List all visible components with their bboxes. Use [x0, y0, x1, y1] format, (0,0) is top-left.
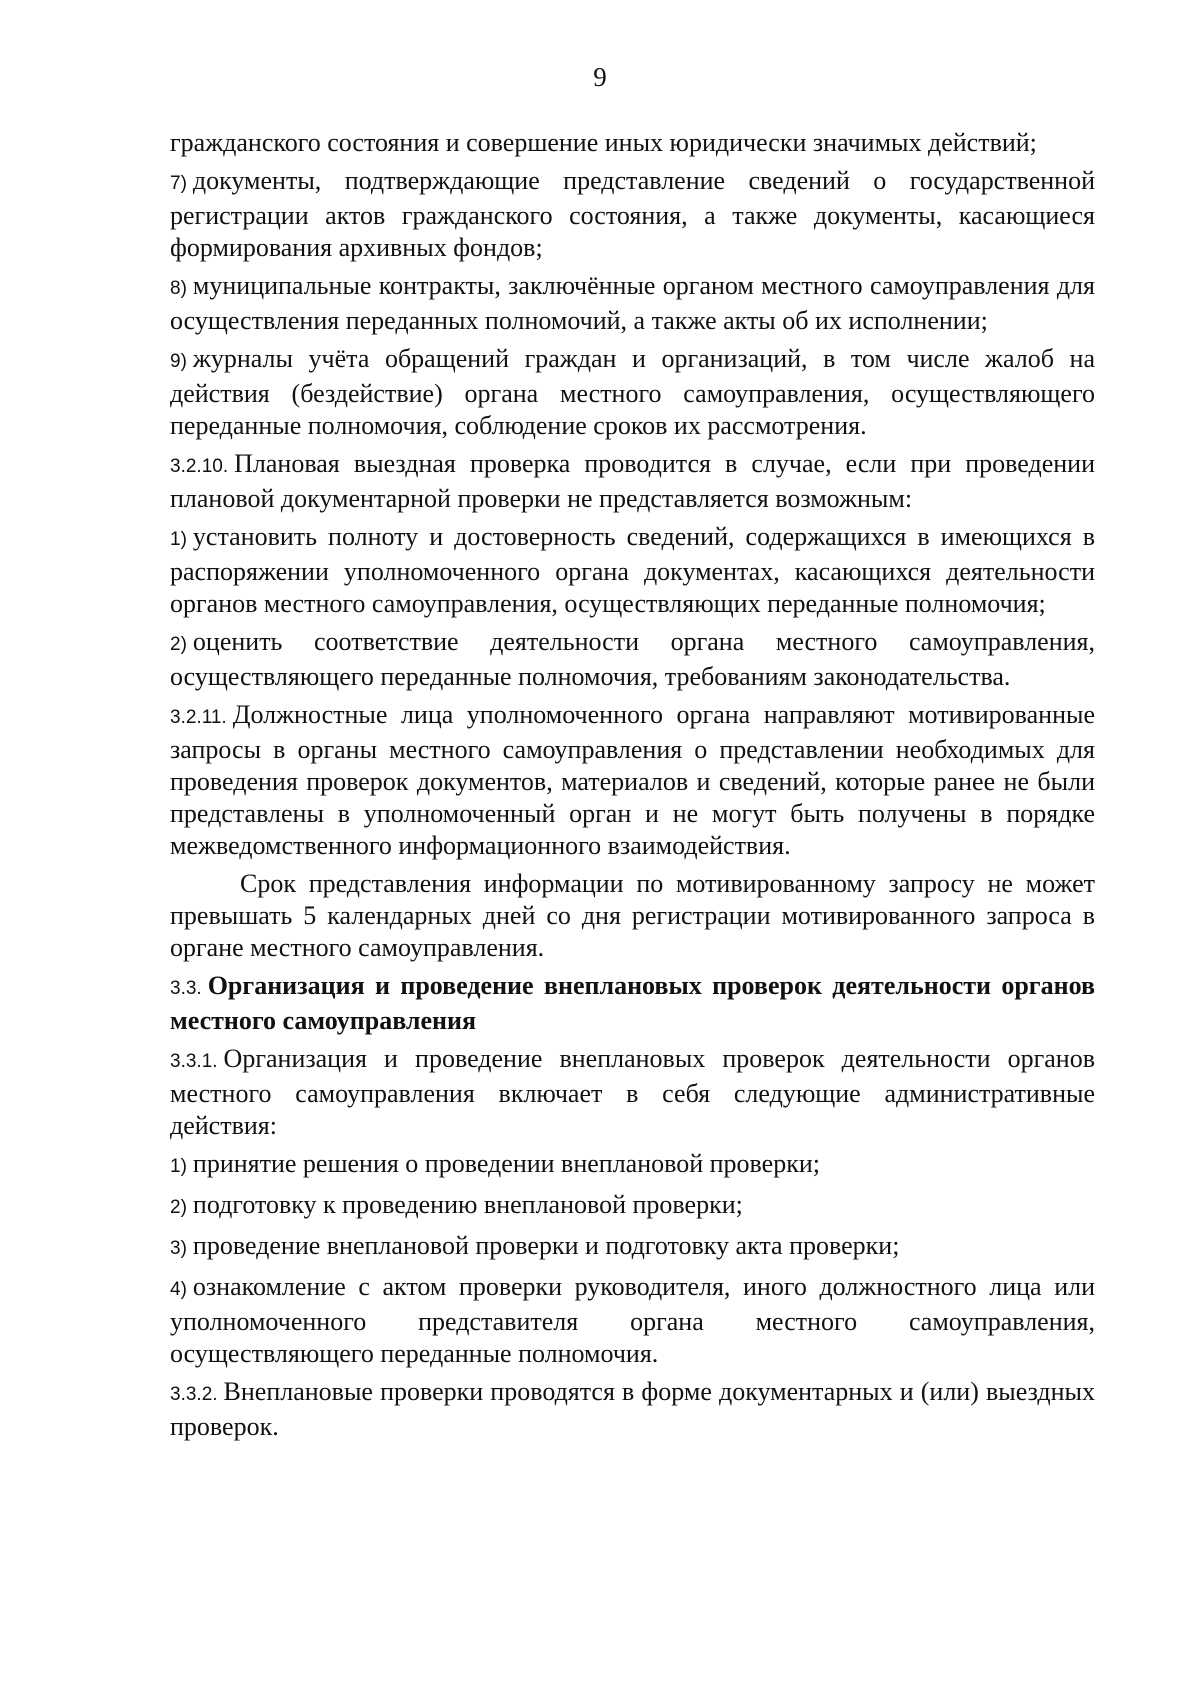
list-item-2: [170, 1189, 1095, 1224]
list-item-8: [170, 270, 1095, 337]
clause-number: 3.2.10.: [170, 456, 229, 477]
paragraph-text: подготовку к проведению внеплановой проверки;: [192, 1190, 743, 1219]
paragraph-text: Внеплановые проверки проводятся в форме документарных и (или) выездных проверок.: [170, 1377, 1095, 1441]
section-heading-3-3: [170, 970, 1095, 1037]
list-item-7: [170, 165, 1095, 264]
list-number: 4): [170, 1279, 187, 1300]
paragraph-text: Плановая выездная проверка проводится в случае, если при проведении плановой документарной проверки не представляется возможным:: [170, 449, 1095, 513]
document-body: [170, 127, 1095, 1449]
clause-number: 3.2.11.: [170, 707, 227, 728]
list-number: 1): [170, 1156, 187, 1177]
list-item-2: [170, 626, 1095, 693]
paragraph-text: Должностные лица уполномоченного органа направляют мотивированные запросы в органы местного самоуправления о представлении необходимых для проведения проверок документов, материалов и сведений, которые ранее не были представлены в уполномоченный орган и не могут быть получены в порядке межведомственного информационного взаимодействия.: [170, 700, 1095, 860]
paragraph-text: журналы учёта обращений граждан и организаций, в том числе жалоб на действия (бездействие) органа местного самоуправления, осуществляющего переданные полномочия, соблюдение сроков их рассмотрения.: [170, 344, 1095, 440]
clause-number: 3.3.2.: [170, 1384, 218, 1405]
list-item-9: [170, 343, 1095, 442]
paragraph-continuation: [170, 127, 1095, 159]
paragraph-text: установить полноту и достоверность сведений, содержащихся в имеющихся в распоряжении уполномоченного органа документах, касающихся деятельности органов местного самоуправления, осуществляющих переданные полномочия;: [170, 522, 1095, 618]
paragraph-text: документы, подтверждающие представление сведений о государственной регистрации актов гражданского состояния, а также документы, касающиеся формирования архивных фондов;: [170, 166, 1095, 262]
clause-number: 3.3.1.: [170, 1051, 218, 1072]
clause-3-2-10: [170, 448, 1095, 515]
section-heading-text: Организация и проведение внеплановых проверок деятельности органов местного самоуправления: [170, 971, 1095, 1035]
paragraph-text: Срок представления информации по мотивированному запросу не может превышать 5 календарных дней со дня регистрации мотивированного запроса в органе местного самоуправления.: [170, 869, 1095, 962]
paragraph-text: Организация и проведение внеплановых проверок деятельности органов местного самоуправления включает в себя следующие административные действия:: [170, 1044, 1095, 1140]
paragraph-text: муниципальные контракты, заключённые органом местного самоуправления для осуществления переданных полномочий, а также акты об их исполнении;: [170, 271, 1095, 335]
list-number: 7): [170, 173, 187, 194]
list-number: 2): [170, 634, 187, 655]
paragraph-text: оценить соответствие деятельности органа местного самоуправления, осуществляющего переданные полномочия, требованиям законодательства.: [170, 627, 1095, 691]
list-item-3: [170, 1230, 1095, 1265]
list-item-1: [170, 521, 1095, 620]
page-number: 9: [593, 62, 607, 92]
list-number: 2): [170, 1197, 187, 1218]
paragraph-text: принятие решения о проведении внеплановой проверки;: [192, 1149, 820, 1178]
section-number: 3.3.: [170, 978, 202, 999]
clause-3-3-1: [170, 1043, 1095, 1142]
list-number: 8): [170, 278, 187, 299]
clause-3-3-2: [170, 1376, 1095, 1443]
paragraph-text: гражданского состояния и совершение иных юридически значимых действий;: [170, 128, 1037, 157]
list-number: 1): [170, 529, 187, 550]
paragraph-text: проведение внеплановой проверки и подготовку акта проверки;: [192, 1231, 900, 1260]
list-item-4: [170, 1271, 1095, 1370]
list-number: 9): [170, 351, 187, 372]
paragraph-deadline: [170, 868, 1095, 964]
clause-3-2-11: [170, 699, 1095, 862]
paragraph-text: ознакомление с актом проверки руководителя, иного должностного лица или уполномоченного представителя органа местного самоуправления, осуществляющего переданные полномочия.: [170, 1272, 1095, 1368]
list-number: 3): [170, 1238, 187, 1259]
list-item-1: [170, 1148, 1095, 1183]
